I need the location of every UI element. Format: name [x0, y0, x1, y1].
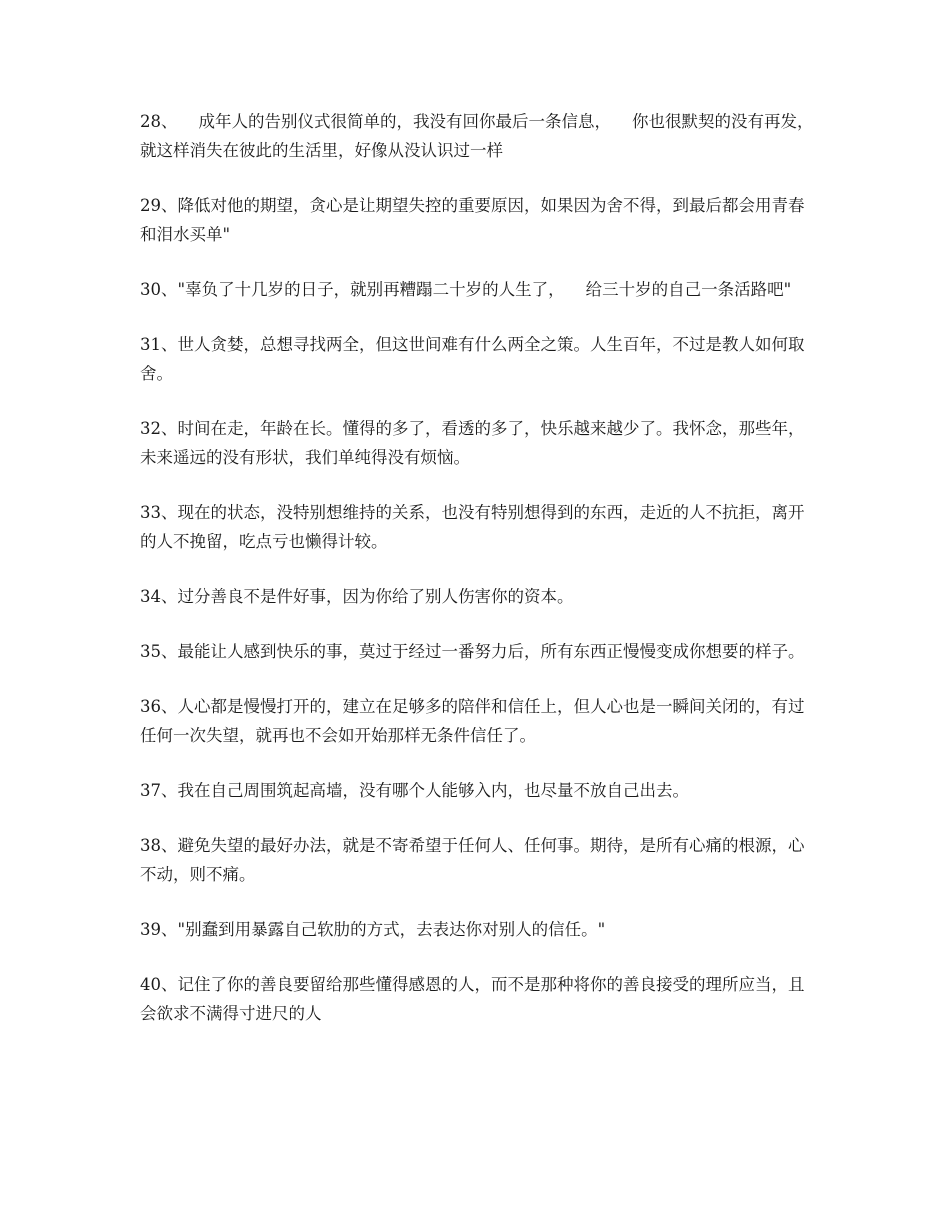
quote-paragraph-35: 35、最能让人感到快乐的事，莫过于经过一番努力后，所有东西正慢慢变成你想要的样子。: [140, 642, 805, 661]
document-body: [140, 107, 835, 1054]
quote-paragraph-37: 37、我在自己周围筑起高墙，没有哪个人能够入内，也尽量不放自己出去。: [140, 781, 689, 800]
quote-paragraph-40: 40、记住了你的善良要留给那些懂得感恩的人，而不是那种将你的善良接受的理所应当，且会欲求不满得寸进尺的人: [140, 975, 805, 1023]
quote-paragraph-39: 39、"别蠢到用暴露自己软肋的方式，去表达你对别人的信任。": [140, 920, 606, 939]
quote-paragraph-29: 29、降低对他的期望，贪心是让期望失控的重要原因，如果因为舍不得，到最后都会用青春和泪水买单": [140, 196, 805, 244]
quote-paragraph-28: 28、 成年人的告别仪式很简单的，我没有回你最后一条信息， 你也很默契的没有再发， 就这样消失在彼此的生活里，好像从没认识过一样: [140, 112, 835, 160]
quote-paragraph-31: 31、世人贪婪，总想寻找两全，但这世间难有什么两全之策。人生百年，不过是教人如何取舍。: [140, 335, 805, 383]
quote-paragraph-30: 30、"辜负了十几岁的日子，就别再糟蹋二十岁的人生了， 给三十岁的自己一条活路吧": [140, 280, 792, 299]
quote-paragraph-33: 33、现在的状态，没特别想维持的关系，也没有特别想得到的东西，走近的人不抗拒，离开的人不挽留，吃点亏也懒得计较。: [140, 503, 805, 551]
quote-paragraph-34: 34、过分善良不是件好事，因为你给了别人伤害你的资本。: [140, 587, 574, 606]
quote-paragraph-38: 38、避免失望的最好办法，就是不寄希望于任何人、任何事。期待，是所有心痛的根源，心不动，则不痛。: [140, 836, 805, 884]
quote-paragraph-36: 36、人心都是慢慢打开的，建立在足够多的陪伴和信任上，但人心也是一瞬间关闭的，有过任何一次失望，就再也不会如开始那样无条件信任了。: [140, 697, 805, 745]
quote-paragraph-32: 32、时间在走，年龄在长。懂得的多了，看透的多了，快乐越来越少了。我怀念，那些年，未来遥远的没有形状，我们单纯得没有烦恼。: [140, 419, 805, 467]
